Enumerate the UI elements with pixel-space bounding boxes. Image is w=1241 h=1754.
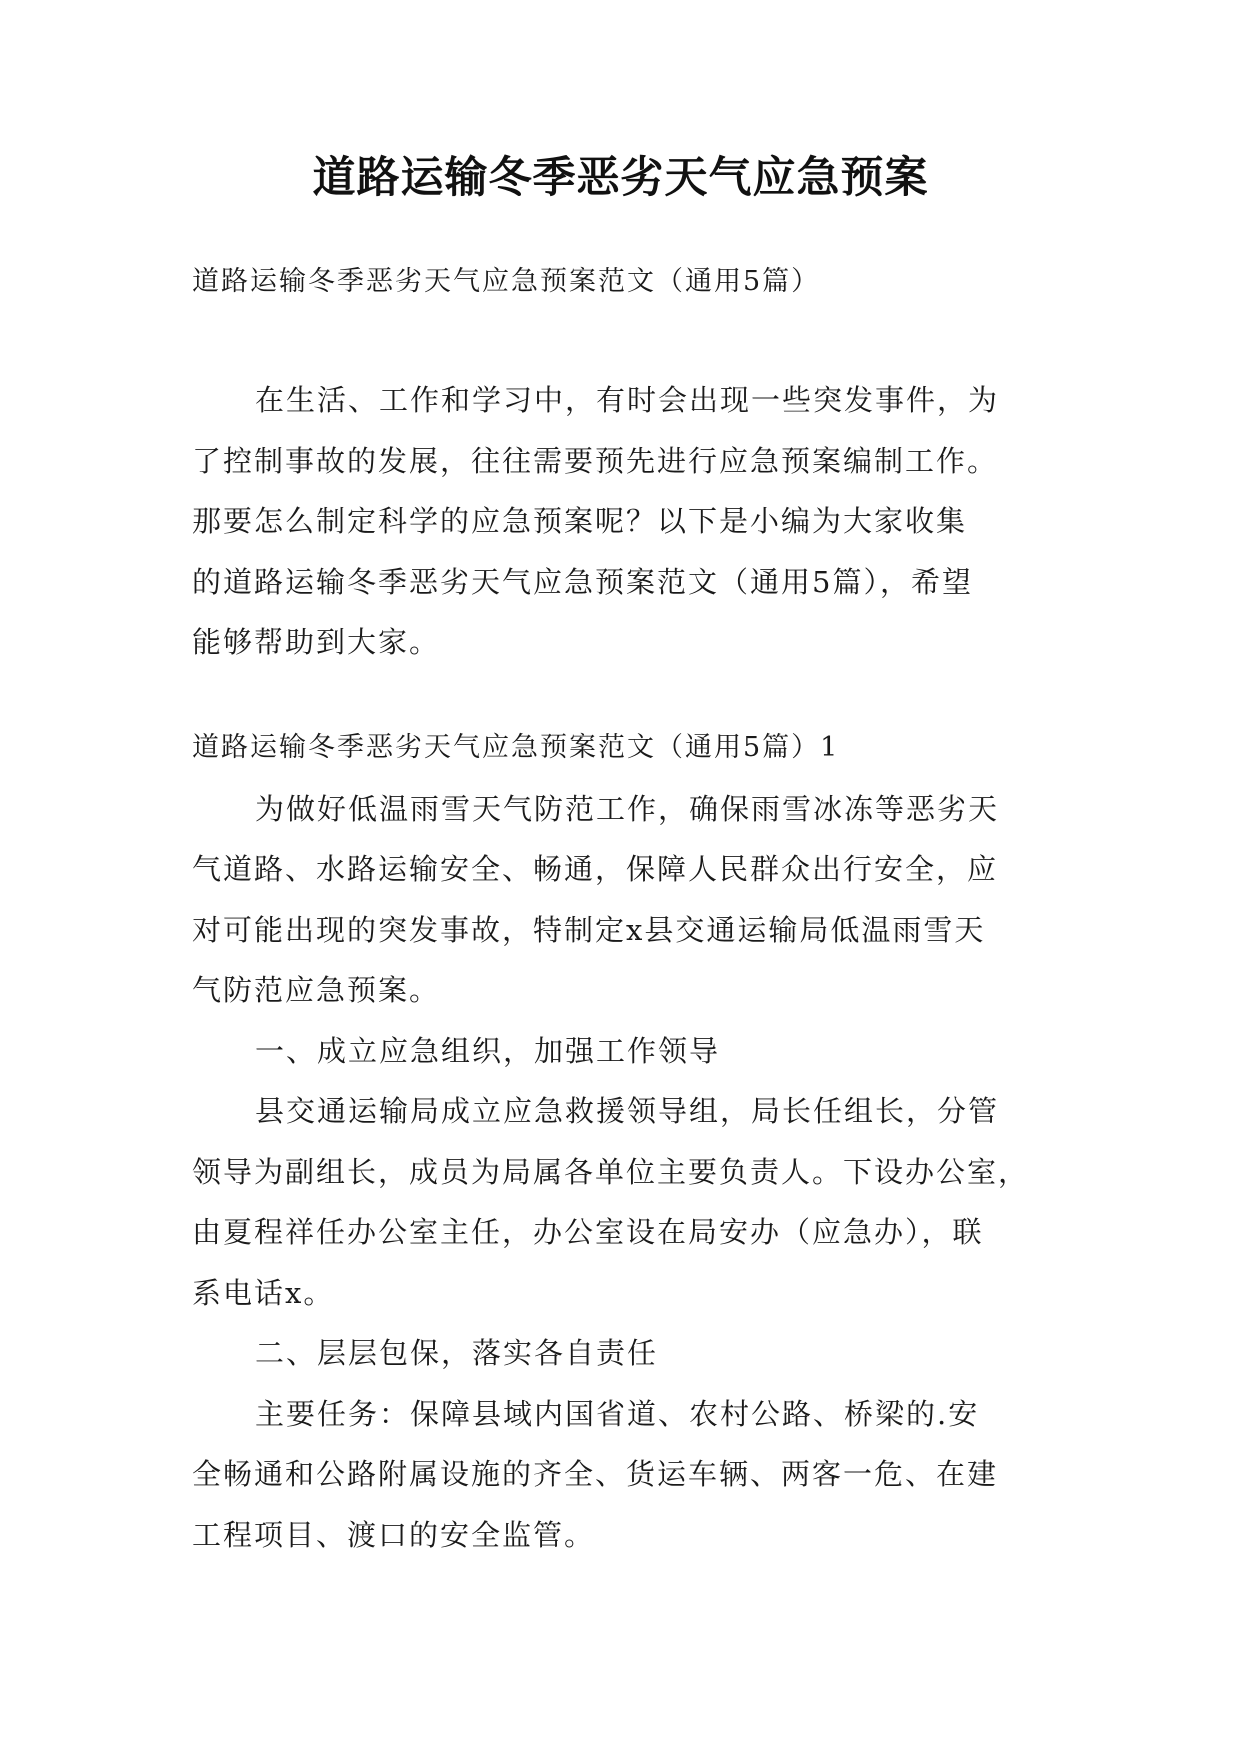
paragraph-line: 对可能出现的突发事故，特制定x县交通运输局低温雨雪天 <box>192 912 986 947</box>
document-subtitle: 道路运输冬季恶劣天气应急预案范文（通用5篇） <box>192 266 821 297</box>
paragraph-line: 全畅通和公路附属设施的齐全、货运车辆、两客一危、在建 <box>192 1457 999 1491</box>
intro-paragraph <box>192 370 1052 673</box>
paragraph-line: 了控制事故的发展，往往需要预先进行应急预案编制工作。 <box>192 443 999 478</box>
paragraph-line: 领导为副组长，成员为局属各单位主要负责人。下设办公室， <box>192 1154 1030 1189</box>
paragraph-line: 的道路运输冬季恶劣天气应急预案范文（通用5篇），希望 <box>192 564 973 599</box>
paragraph-line: 那要怎么制定科学的应急预案呢？以下是小编为大家收集 <box>192 504 968 538</box>
paragraph-line: 由夏程祥任办公室主任，办公室设在局安办（应急办），联 <box>192 1215 984 1249</box>
paragraph-line: 主要任务：保障县域内国省道、农村公路、桥梁的.安 <box>255 1396 980 1431</box>
document-title: 道路运输冬季恶劣天气应急预案 <box>312 153 929 203</box>
paragraph-line: 能够帮助到大家。 <box>192 625 441 659</box>
paragraph-line: 系电话x。 <box>192 1275 335 1310</box>
subheading-2: 二、层层包保，落实各自责任 <box>255 1336 659 1370</box>
paragraph-line: 工程项目、渡口的安全监管。 <box>192 1517 596 1552</box>
paragraph-line: 为做好低温雨雪天气防范工作，确保雨雪冰冻等恶劣天 <box>255 791 1000 826</box>
section-heading: 道路运输冬季恶劣天气应急预案范文（通用5篇）1 <box>192 732 840 763</box>
section-body <box>192 718 1052 1565</box>
paragraph-line: 在生活、工作和学习中，有时会出现一些突发事件，为 <box>255 383 1000 417</box>
paragraph-line: 县交通运输局成立应急救援领导组，局长任组长，分管 <box>255 1094 1000 1128</box>
subheading-1: 一、成立应急组织，加强工作领导 <box>255 1033 721 1068</box>
paragraph-line: 气防范应急预案。 <box>192 973 441 1007</box>
paragraph-line: 气道路、水路运输安全、畅通，保障人民群众出行安全，应 <box>192 852 999 886</box>
